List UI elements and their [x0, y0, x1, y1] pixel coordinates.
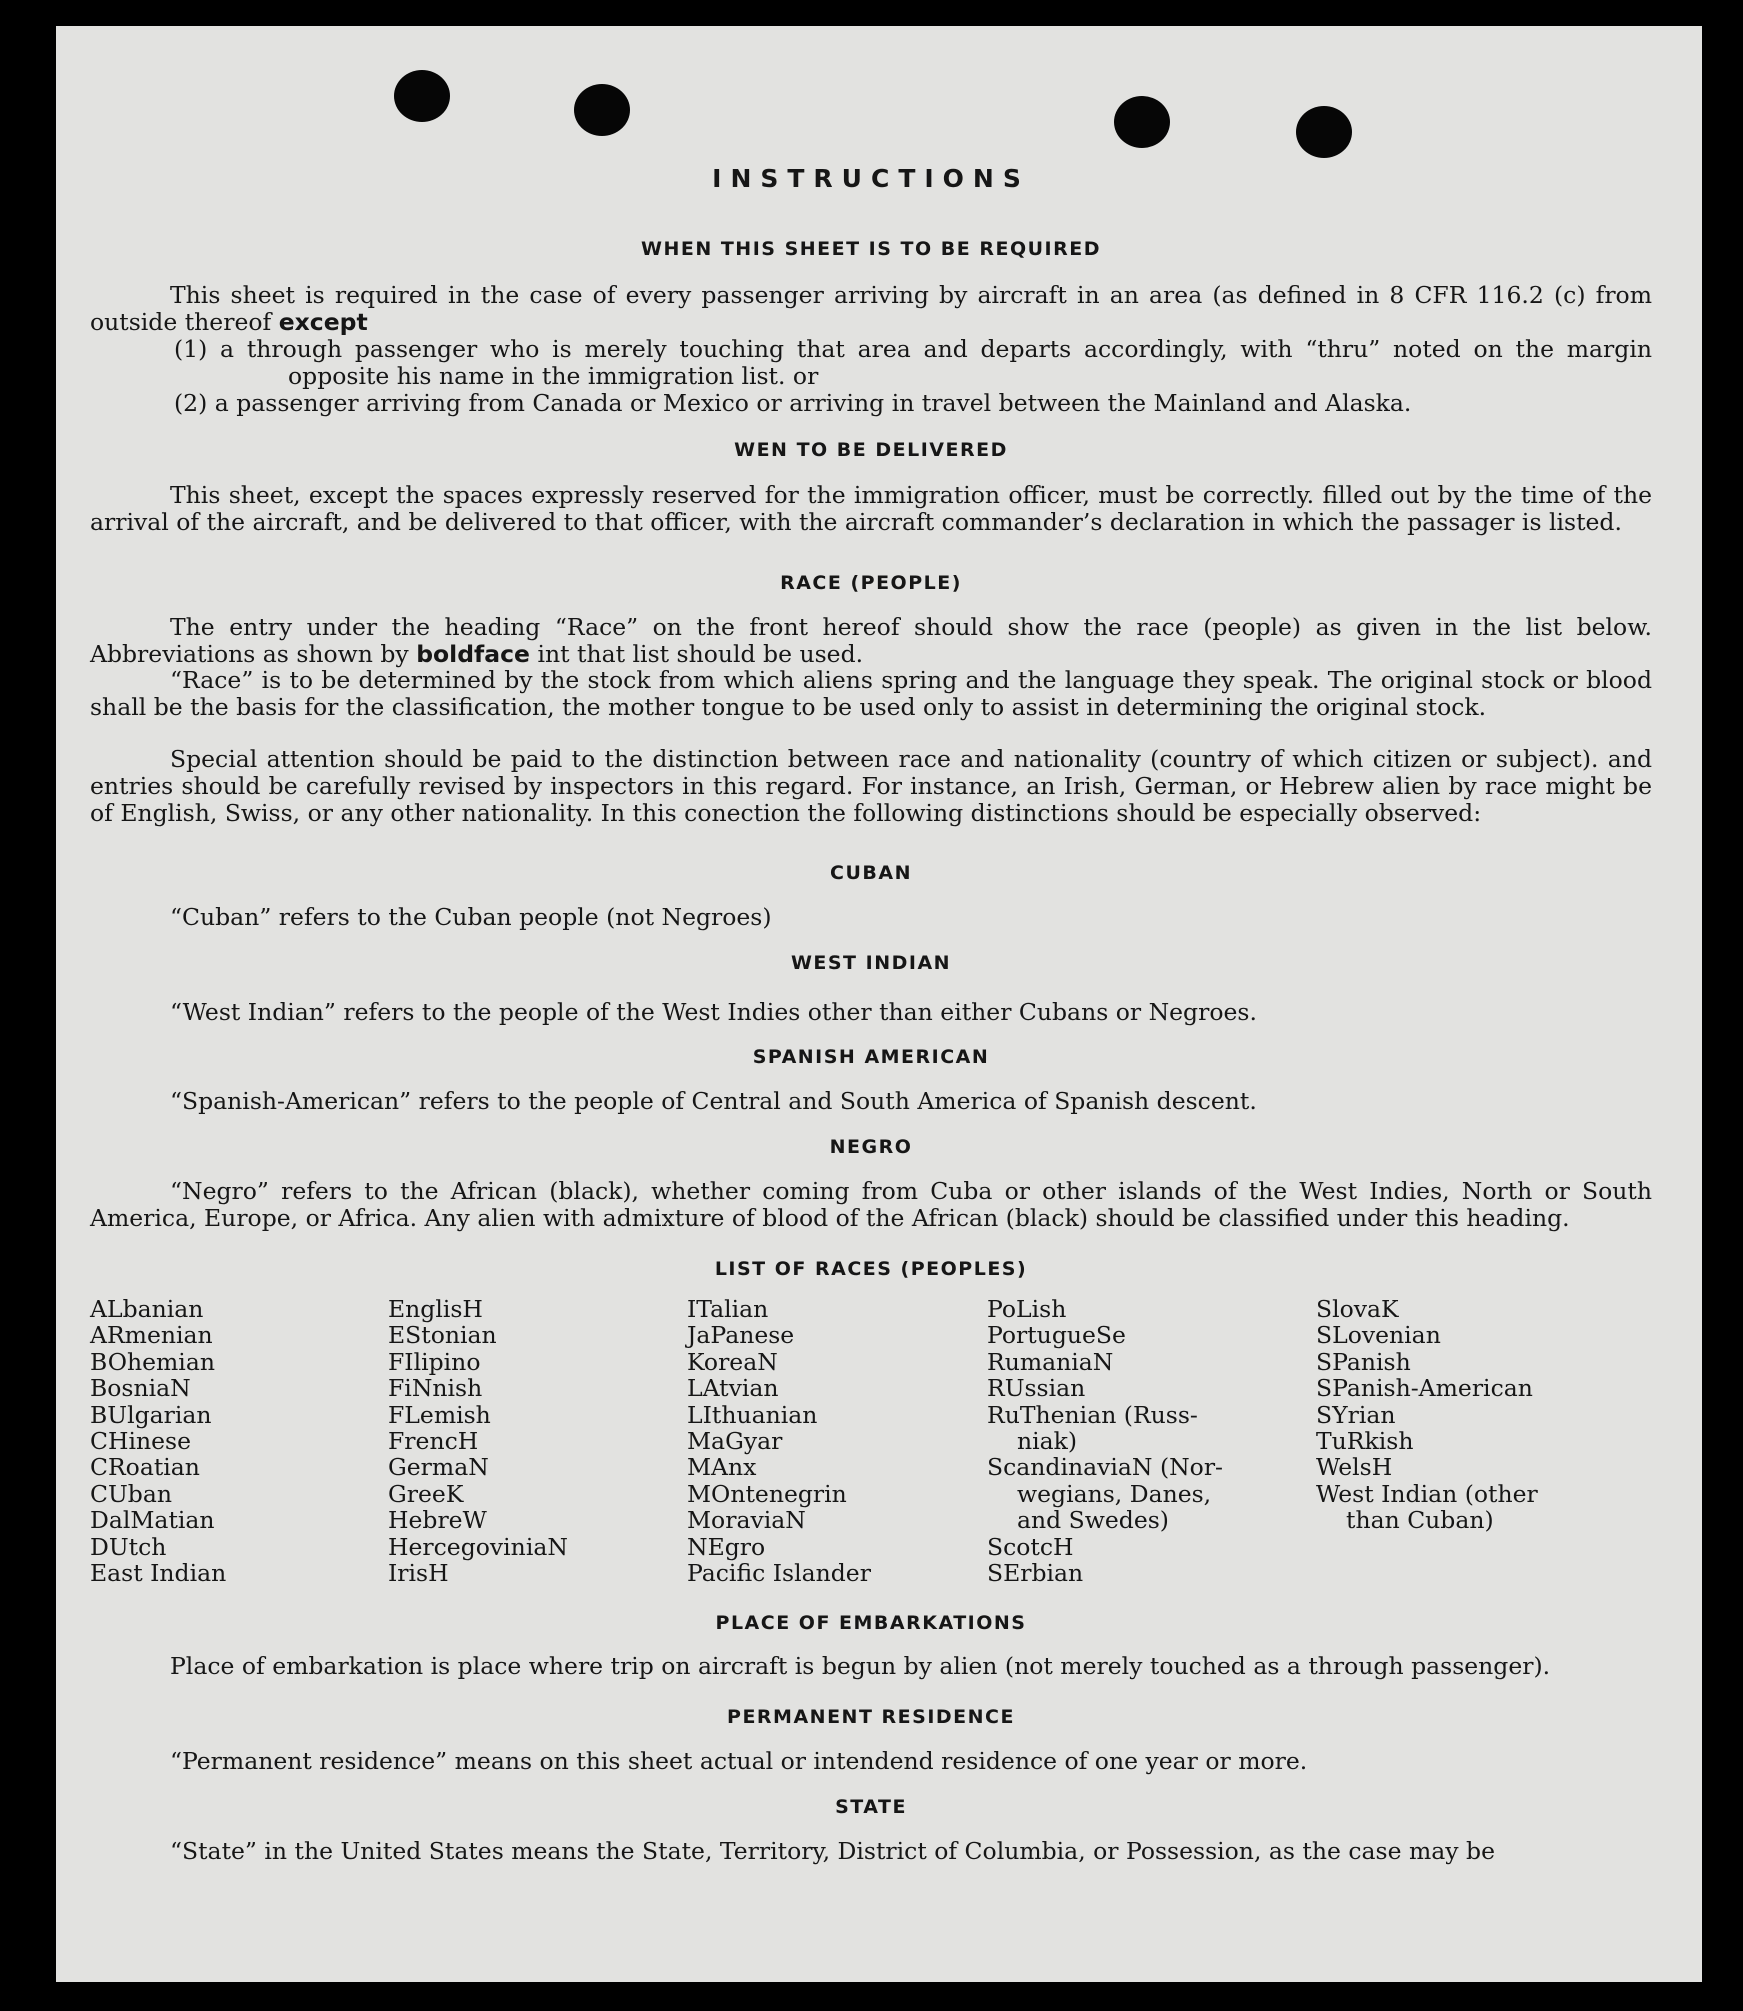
race-entry: MaGyar [687, 1427, 783, 1456]
race-entry: JaPanese [687, 1321, 795, 1350]
except-bold: except [278, 308, 368, 336]
delivered-text: This sheet, except the spaces expressly reserved for the immigration officer, must be correctly. filled out by the time of the arrival of the aircraft, and be delivered to that officer, with the aircraft commander’s declaration in which the passager is listed. [90, 481, 1652, 536]
race-entry: RumaniaN [987, 1347, 1114, 1376]
race-entry: GermaN [388, 1453, 489, 1482]
race-paragraph-1: The entry under the heading “Race” on the front hereof should show the race (people) as given in the list below. Abbreviations as shown by boldface int that list should be used. [90, 613, 1652, 668]
embarkation-text: Place of embarkation is place where trip on aircraft is begun by alien (not merely touched as a through passenger). [170, 1652, 1551, 1680]
race-entry: ScotcH [987, 1532, 1074, 1561]
page-title: INSTRUCTIONS [712, 164, 1030, 193]
race-entry: niak) [1017, 1427, 1078, 1456]
race-entry: BosniaN [90, 1374, 191, 1403]
race-entry: West Indian (other [1316, 1479, 1538, 1508]
heading-list-of-races: LIST OF RACES (PEOPLES) [714, 1258, 1028, 1280]
race-entry: SErbian [987, 1559, 1084, 1588]
punch-hole [394, 70, 450, 122]
race-entry: Pacific Islander [687, 1559, 871, 1588]
race-entry: LAtvian [687, 1374, 779, 1403]
heading-negro: NEGRO [829, 1136, 913, 1158]
punch-hole [574, 84, 630, 136]
heading-state: STATE [835, 1796, 907, 1818]
race-entry: DalMatian [90, 1506, 215, 1535]
race-entry: SYrian [1316, 1400, 1396, 1429]
race-entry: MOntenegrin [687, 1479, 847, 1508]
race-column-3 [687, 1296, 871, 1586]
boldface-word: boldface [416, 640, 530, 668]
west-indian-text: “West Indian” refers to the people of the West Indies other than either Cubans or Negroes. [170, 998, 1257, 1026]
race-column-4 [987, 1296, 1223, 1586]
race-entry: WelsH [1316, 1453, 1393, 1482]
race-entry: ScandinaviaN (Nor- [987, 1453, 1223, 1482]
race-entry: RUssian [987, 1374, 1086, 1403]
required-item-2: (2) a passenger arriving from Canada or Mexico or arriving in travel between the Mainland and Alaska. [174, 389, 1412, 417]
race-column-2 [388, 1296, 568, 1586]
required-intro: This sheet is required in the case of every passenger arriving by aircraft in an area (as defined in 8 CFR 116.2 (c) from outside thereof except [90, 281, 1652, 336]
residence-text: “Permanent residence” means on this sheet actual or intendend residence of one year or more. [170, 1747, 1308, 1775]
race-entry: SPanish [1316, 1347, 1411, 1376]
race-entry: ARmenian [90, 1321, 213, 1350]
race-entry: DUtch [90, 1532, 167, 1561]
race-entry: HercegoviniaN [388, 1532, 568, 1561]
state-text: “State” in the United States means the State, Territory, District of Columbia, or Possession, as the case may be [170, 1837, 1495, 1865]
race-entry: FiNnish [388, 1374, 483, 1403]
race-entry: FIlipino [388, 1347, 481, 1376]
race-paragraph-2: “Race” is to be determined by the stock from which aliens spring and the language they speak. The original stock or blood shall be the basis for the classification, the mother tongue to be used only to assist in determining the original stock. [90, 666, 1652, 721]
race-entry: East Indian [90, 1559, 227, 1588]
heading-delivered: WEN TO BE DELIVERED [734, 439, 1008, 461]
race-entry: EnglisH [388, 1295, 483, 1323]
cuban-text: “Cuban” refers to the Cuban people (not Negroes) [170, 903, 772, 931]
race-entry: CHinese [90, 1427, 191, 1456]
race-entry: NEgro [687, 1532, 766, 1561]
instruction-sheet [56, 26, 1702, 1982]
race-entry: FrencH [388, 1427, 479, 1456]
heading-spanish-american: SPANISH AMERICAN [752, 1046, 990, 1068]
negro-text: “Negro” refers to the African (black), whether coming from Cuba or other islands of the West Indies, North or South America, Europe, or Africa. Any alien with admixture of blood of the African (black) should be classified under this heading. [90, 1177, 1652, 1232]
race-entry: IrisH [388, 1559, 449, 1588]
heading-west-indian: WEST INDIAN [790, 952, 952, 974]
punch-hole [1296, 106, 1352, 158]
race-entry: LIthuanian [687, 1400, 818, 1429]
race-entry: FLemish [388, 1400, 491, 1429]
race-entry: HebreW [388, 1506, 487, 1535]
race-entry: SPanish-American [1316, 1374, 1533, 1403]
race-entry: RuThenian (Russ- [987, 1400, 1198, 1429]
race-column-5 [1316, 1296, 1538, 1534]
punch-hole [1114, 96, 1170, 148]
race-entry: MAnx [687, 1453, 757, 1482]
race-entry: MoraviaN [687, 1506, 806, 1535]
heading-race: RACE (PEOPLE) [780, 572, 962, 594]
race-entry: BUlgarian [90, 1400, 212, 1429]
race-entry: PoLish [987, 1295, 1067, 1323]
heading-permanent-residence: PERMANENT RESIDENCE [727, 1706, 1015, 1728]
required-item-1: (1) a through passenger who is merely touching that area and departs accordingly, with “thru” noted on the margin opposite his name in the immigration list. or [174, 335, 1652, 390]
race-entry: than Cuban) [1346, 1506, 1494, 1535]
race-entry: GreeK [388, 1479, 464, 1508]
race-column-1 [90, 1296, 226, 1586]
race-entry: CRoatian [90, 1453, 200, 1482]
race-entry: ALbanian [90, 1295, 204, 1323]
race-entry: CUban [90, 1479, 172, 1508]
race-entry: ITalian [687, 1295, 769, 1323]
race-entry: TuRkish [1316, 1427, 1414, 1456]
race-entry: SLovenian [1316, 1321, 1441, 1350]
spanish-american-text: “Spanish-American” refers to the people of Central and South America of Spanish descent. [170, 1087, 1257, 1115]
heading-embarkation: PLACE OF EMBARKATIONS [715, 1612, 1027, 1634]
race-entry: wegians, Danes, [1017, 1479, 1212, 1508]
heading-cuban: CUBAN [830, 862, 912, 884]
heading-required: WHEN THIS SHEET IS TO BE REQUIRED [640, 238, 1101, 260]
race-paragraph-3: Special attention should be paid to the distinction between race and nationality (country of which citizen or subject). and entries should be carefully revised by inspectors in this regard. For instance, an Irish, German, or Hebrew alien by race might be of English, Swiss, or any other nationality. In this conection the following distinctions should be especially observed: [90, 745, 1652, 827]
race-entry: SlovaK [1316, 1295, 1399, 1323]
race-entry: and Swedes) [1017, 1506, 1169, 1535]
race-entry: KoreaN [687, 1347, 778, 1376]
race-entry: EStonian [388, 1321, 497, 1350]
race-entry: BOhemian [90, 1347, 215, 1376]
race-entry: PortugueSe [987, 1321, 1126, 1350]
